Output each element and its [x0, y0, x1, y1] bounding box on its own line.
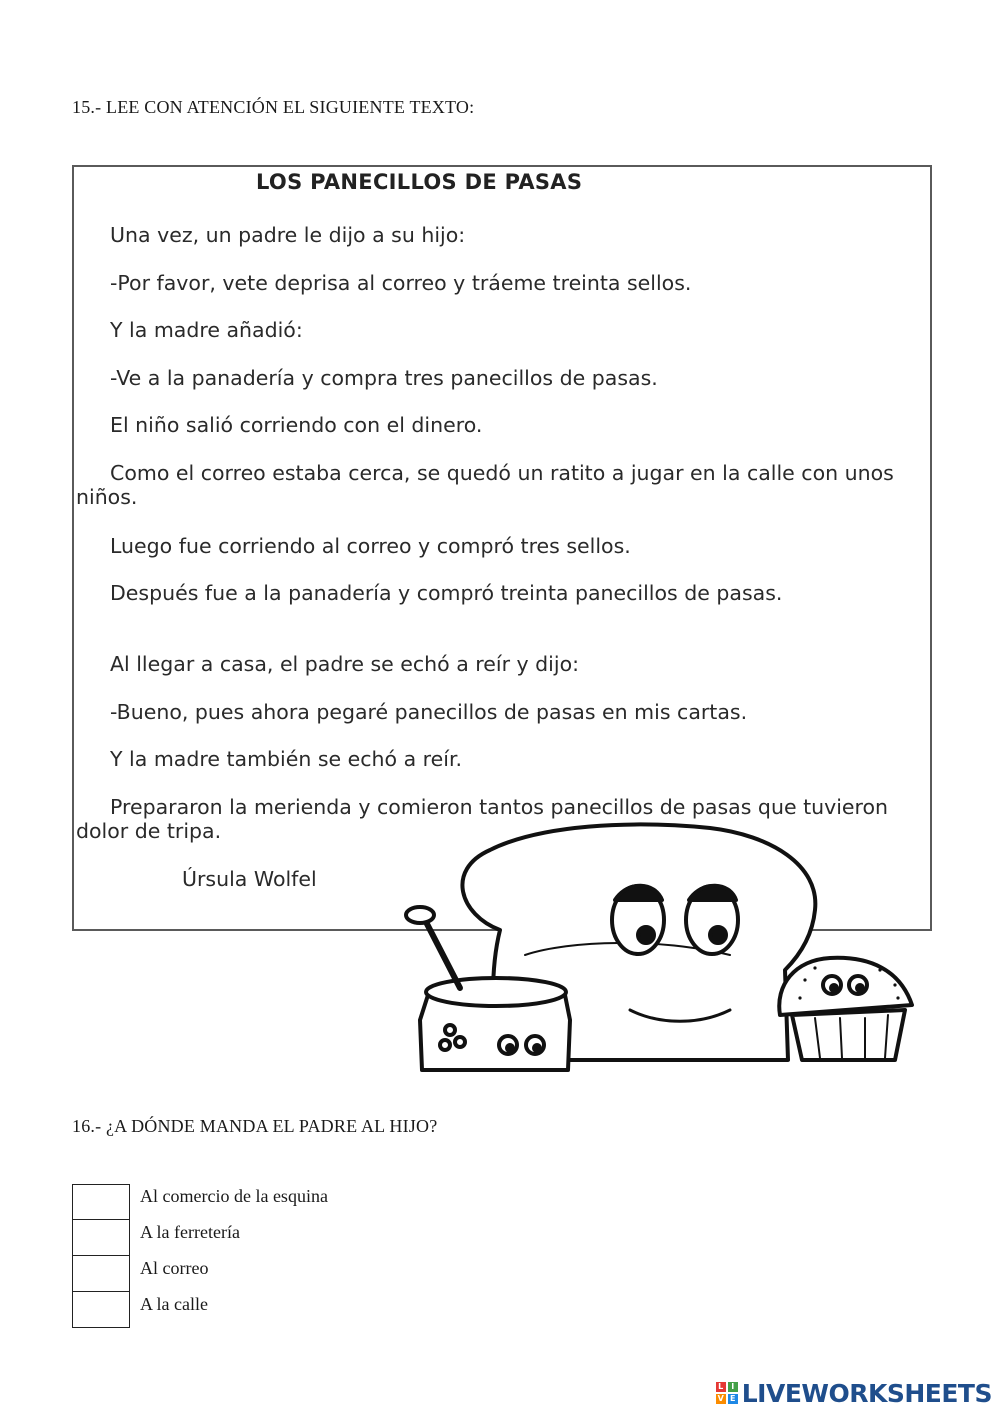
answer-checkbox[interactable]	[72, 1292, 130, 1328]
story-paragraph: -Ve a la panadería y compra tres panecillos de pasas.	[110, 366, 658, 390]
story-box	[72, 165, 932, 931]
story-paragraph: Prepararon la merienda y comieron tantos panecillos de pasas que tuvieron dolor de tripa.	[76, 795, 889, 843]
liveworksheets-logo	[716, 1378, 992, 1408]
bread-illustration	[400, 820, 940, 1075]
answer-label: A la calle	[140, 1294, 208, 1314]
story-paragraph: Al llegar a casa, el padre se echó a reír y dijo:	[110, 652, 580, 676]
answer-checkbox[interactable]	[72, 1184, 130, 1220]
answer-label: Al correo	[140, 1258, 209, 1278]
story-paragraph: Una vez, un padre le dijo a su hijo:	[110, 223, 466, 247]
liveworksheets-wordmark: LIVEWORKSHEETS	[741, 1378, 992, 1408]
muffin	[779, 958, 912, 1015]
story-paragraph: Y la madre añadió:	[110, 318, 303, 342]
story-paragraph: El niño salió corriendo con el dinero.	[110, 413, 483, 437]
story-paragraph: Luego fue corriendo al correo y compró tres sellos.	[110, 534, 631, 558]
story-paragraph: Y la madre también se echó a reír.	[110, 747, 463, 771]
story-paragraph: -Bueno, pues ahora pegaré panecillos de pasas en mis cartas.	[110, 700, 748, 724]
answer-label: A la ferretería	[140, 1222, 240, 1242]
answer-checkbox[interactable]	[72, 1220, 130, 1256]
story-author: Úrsula Wolfel	[182, 867, 317, 891]
story-paragraph: Después fue a la panadería y compró treinta panecillos de pasas.	[110, 581, 783, 605]
question-16-heading: 16.- ¿A DÓNDE MANDA EL PADRE AL HIJO?	[72, 1116, 438, 1136]
answer-label: Al comercio de la esquina	[140, 1186, 328, 1206]
story-title: LOS PANECILLOS DE PASAS	[256, 170, 583, 194]
liveworksheets-mark-icon: L I V E	[716, 1382, 738, 1404]
story-paragraph: Como el correo estaba cerca, se quedó un ratito a jugar en la calle con unos niños.	[76, 461, 894, 509]
question-15-heading: 15.- LEE CON ATENCIÓN EL SIGUIENTE TEXTO:	[72, 97, 475, 117]
answer-checkbox[interactable]	[72, 1256, 130, 1292]
story-paragraph: -Por favor, vete deprisa al correo y tráeme treinta sellos.	[110, 271, 692, 295]
